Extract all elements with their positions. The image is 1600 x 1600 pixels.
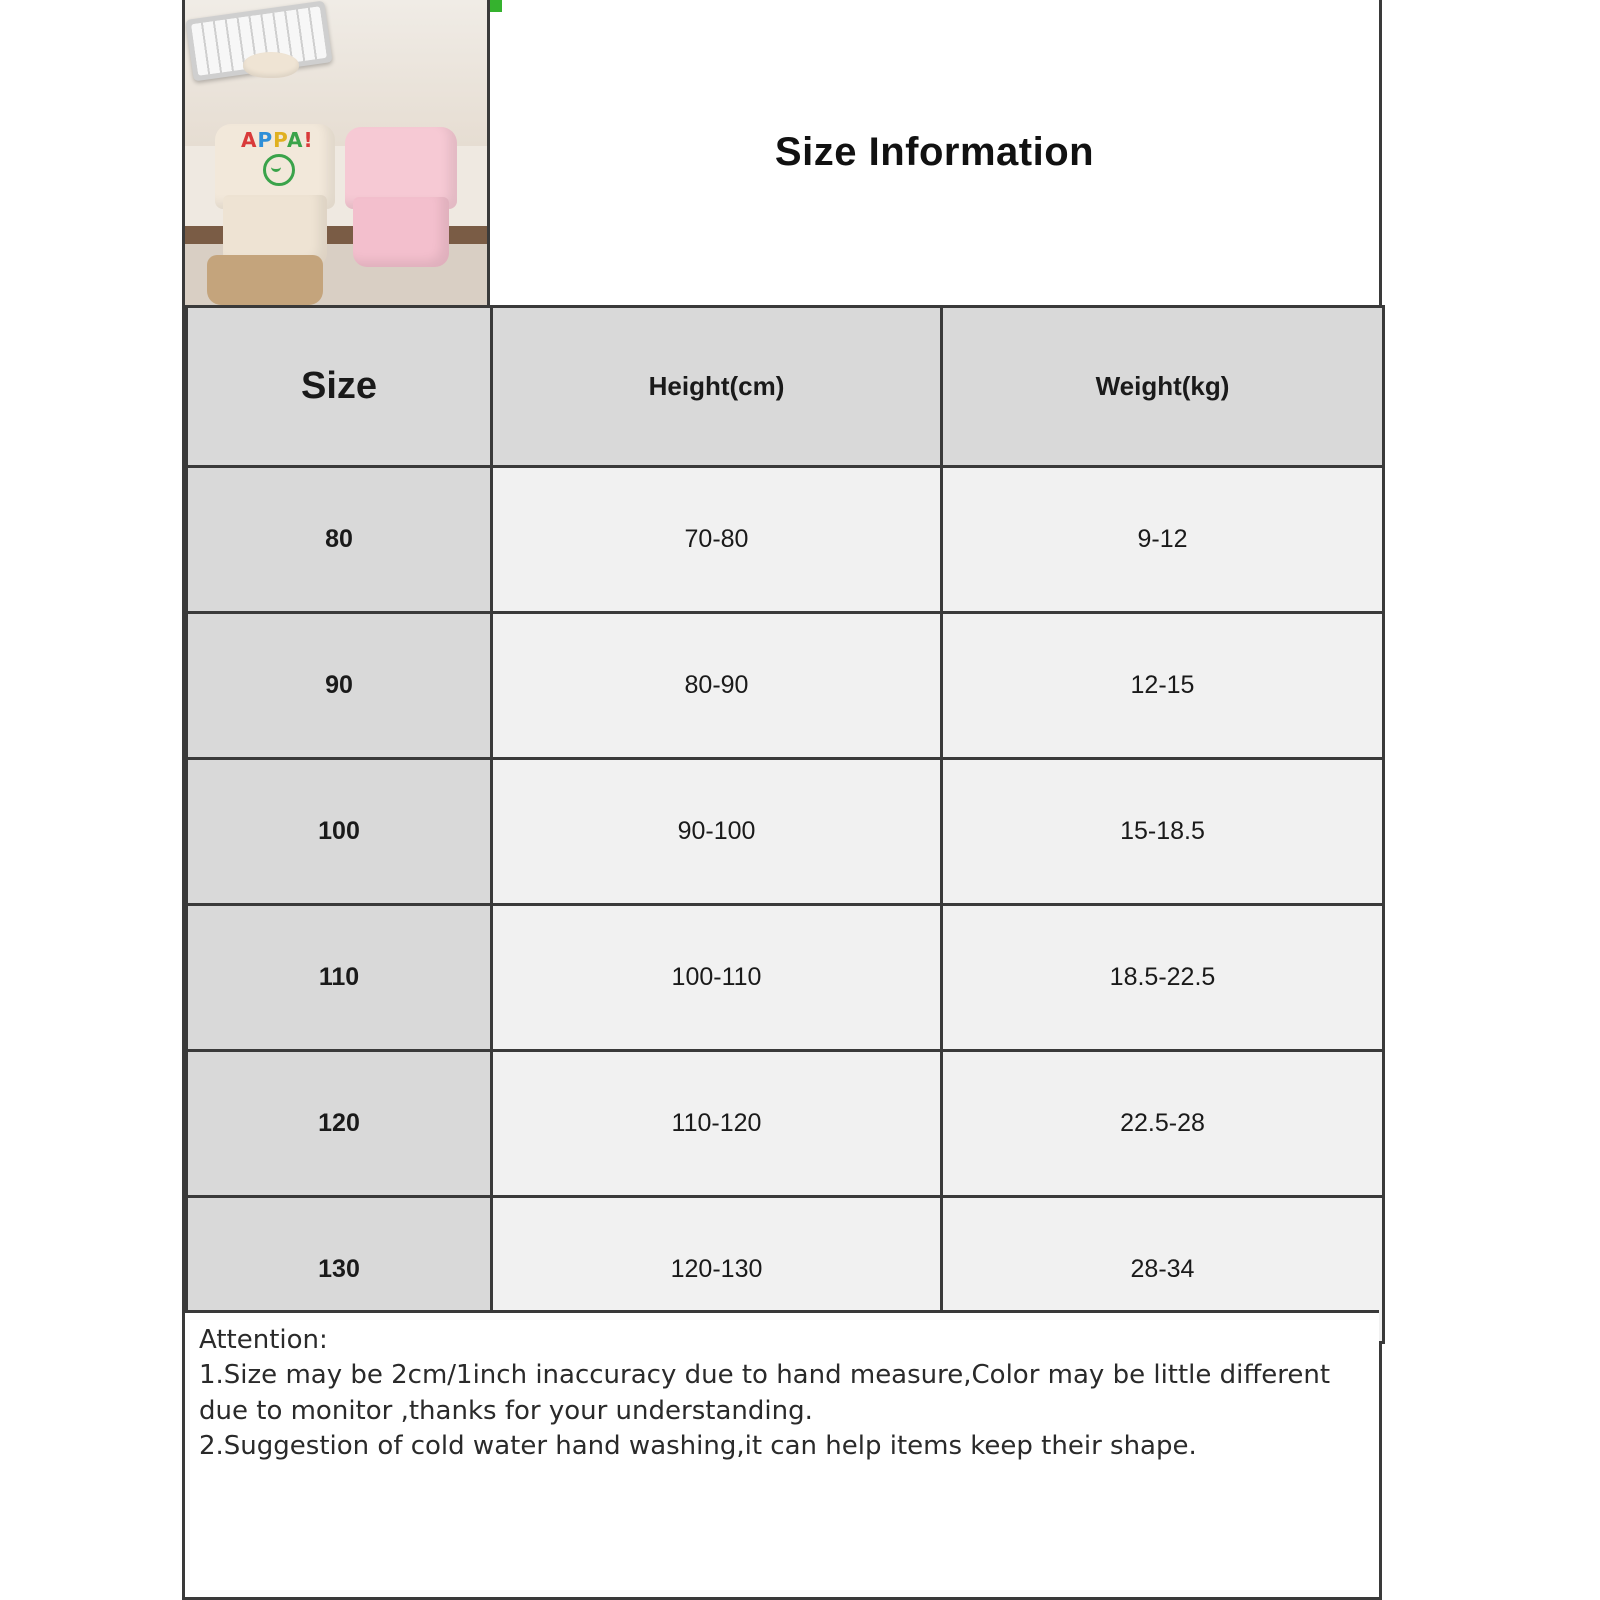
cell-weight: 28-34	[942, 1197, 1384, 1343]
table-row	[187, 905, 1384, 1051]
cell-size: 130	[187, 1197, 492, 1343]
logo-letter-1: A	[241, 128, 258, 152]
table-header-row	[187, 307, 1384, 467]
size-table-body	[187, 467, 1384, 1343]
smiley-icon	[263, 154, 295, 186]
column-header-weight: Weight(kg)	[942, 307, 1384, 467]
basket-prop	[207, 255, 323, 305]
table-row	[187, 467, 1384, 613]
green-corner-marker	[490, 0, 502, 12]
cell-height: 110-120	[492, 1051, 942, 1197]
cell-height: 70-80	[492, 467, 942, 613]
cell-weight: 12-15	[942, 613, 1384, 759]
size-table	[185, 305, 1385, 1344]
table-row	[187, 759, 1384, 905]
product-photo	[185, 0, 490, 305]
size-chart-frame	[182, 0, 1382, 1600]
brand-logo-text	[241, 128, 314, 152]
cell-weight: 18.5-22.5	[942, 905, 1384, 1051]
attention-line-2: 2.Suggestion of cold water hand washing,it can help items keep their shape.	[199, 1431, 1197, 1462]
attention-section	[185, 1310, 1379, 1597]
logo-letter-2: P	[257, 128, 274, 152]
cell-size: 100	[187, 759, 492, 905]
logo-letter-5: !	[303, 128, 314, 152]
attention-heading: Attention:	[199, 1325, 328, 1355]
cell-height: 120-130	[492, 1197, 942, 1343]
page-title: Size Information	[774, 130, 1095, 174]
right-margin	[1382, 0, 1600, 1600]
column-header-height: Height(cm)	[492, 307, 942, 467]
table-row	[187, 1051, 1384, 1197]
chart-header-row	[185, 0, 1379, 305]
logo-letter-3: P	[273, 128, 287, 152]
cell-size: 90	[187, 613, 492, 759]
bow-icon	[243, 52, 299, 78]
cell-weight: 22.5-28	[942, 1051, 1384, 1197]
column-header-size: Size	[187, 307, 492, 467]
left-margin	[0, 0, 182, 1600]
table-row	[187, 613, 1384, 759]
cell-weight: 9-12	[942, 467, 1384, 613]
attention-line-1: 1.Size may be 2cm/1inch inaccuracy due to hand measure,Color may be little different due to monitor ,thanks for your understanding.	[199, 1360, 1331, 1426]
cell-size: 110	[187, 905, 492, 1051]
cell-height: 90-100	[492, 759, 942, 905]
title-cell	[490, 0, 1379, 305]
cell-height: 100-110	[492, 905, 942, 1051]
outfit-pink-pants	[353, 197, 449, 267]
cell-height: 80-90	[492, 613, 942, 759]
cell-weight: 15-18.5	[942, 759, 1384, 905]
cell-size: 80	[187, 467, 492, 613]
size-table-head	[187, 307, 1384, 467]
logo-letter-4: A	[286, 128, 304, 152]
cell-size: 120	[187, 1051, 492, 1197]
